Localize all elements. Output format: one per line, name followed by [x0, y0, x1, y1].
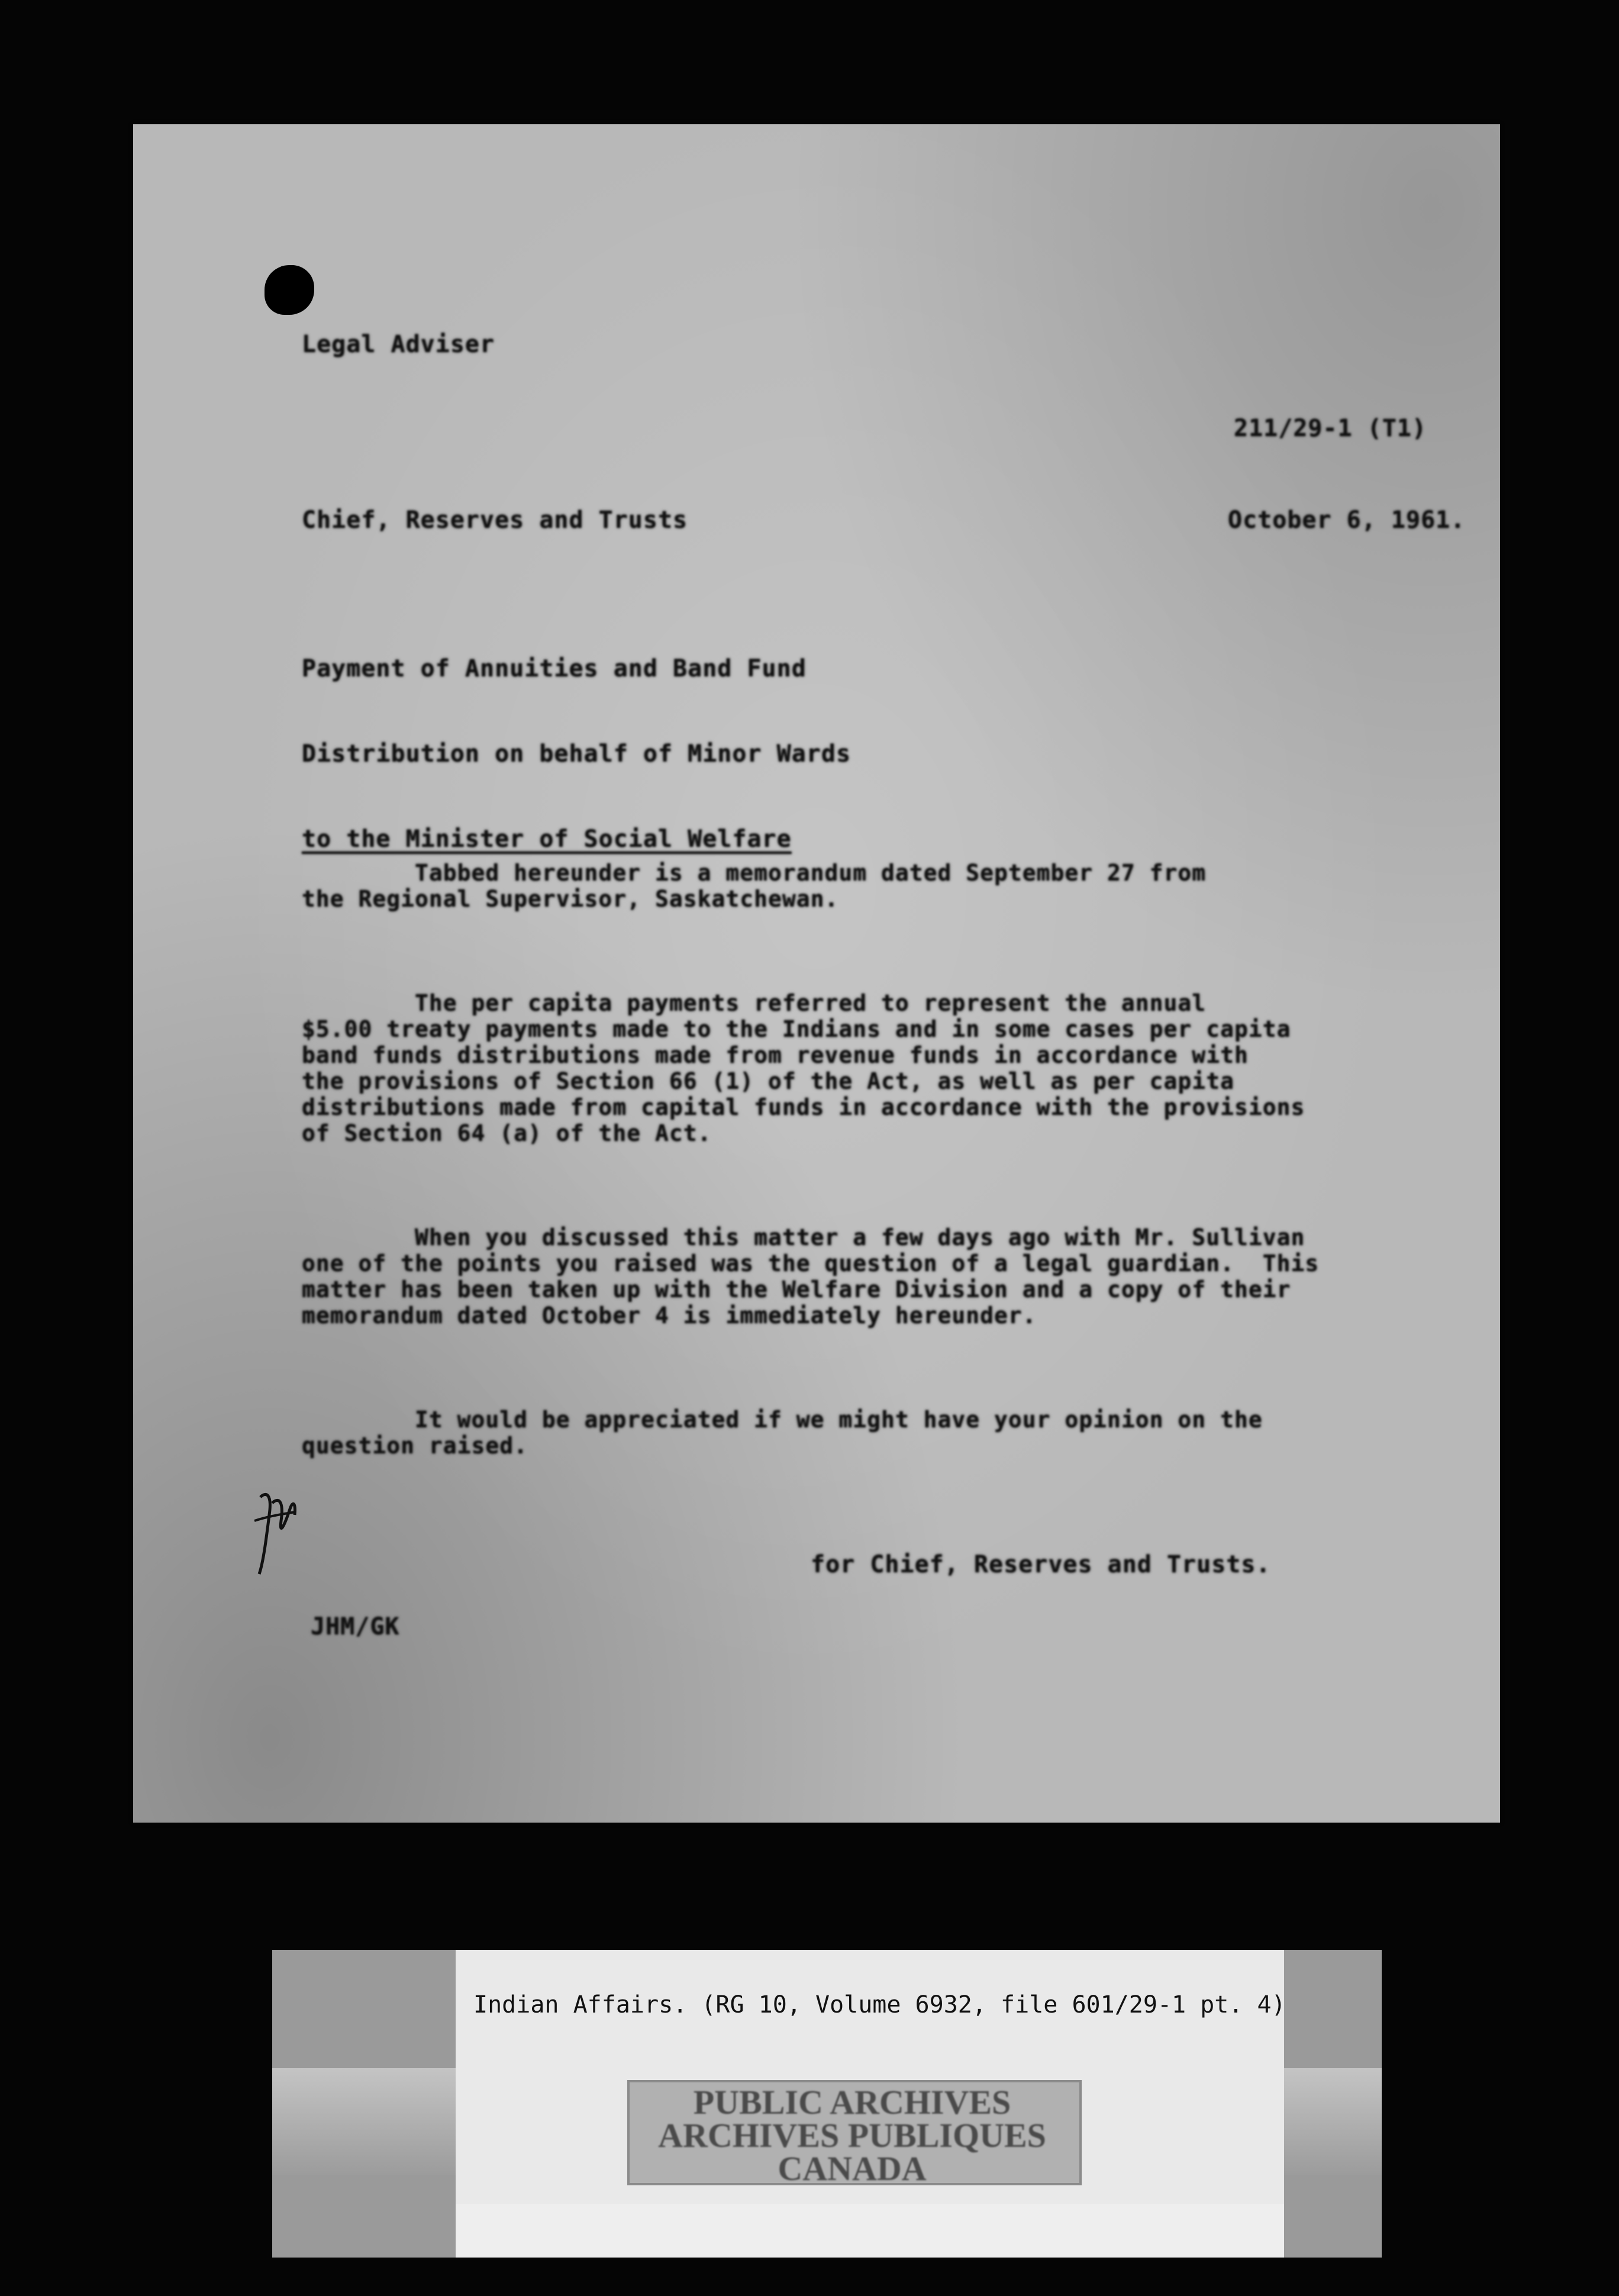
sender: Chief, Reserves and Trusts: [302, 507, 688, 534]
file-reference: 211/29-1 (T1): [1234, 415, 1427, 442]
paragraph: The per capita payments referred to represent the annual $5.00 treaty payments made to the Indians and in some cases per capita band funds distributions made from revenue funds in accordance with the provisions of Section 66 (1) of the Act, as well as per capita distributions made from capital funds in accordance with the provisions of Section 64 (a) of the Act.: [302, 990, 1305, 1146]
letter-sheet: [133, 124, 1500, 1823]
addressee: Legal Adviser: [302, 331, 495, 358]
letter-body: [302, 808, 1319, 1511]
paragraph: It would be appreciated if we might have your opinion on the question raised.: [302, 1407, 1263, 1459]
source-label: Indian Affairs. (RG 10, Volume 6932, file 601/29-1 pt. 4): [473, 1991, 1286, 2018]
handwritten-initials: [249, 1479, 302, 1580]
card-bottom-strip: [456, 2204, 1284, 2258]
archive-reference-card: [272, 1950, 1382, 2258]
paragraph: Tabbed hereunder is a memorandum dated September 27 from the Regional Supervisor, Saskatchewan.: [302, 860, 1207, 912]
subject-line: to the Minister of Social Welfare: [302, 825, 792, 853]
stamp-line: PUBLIC ARCHIVES: [693, 2083, 1011, 2121]
punch-hole: [265, 265, 314, 315]
signature-line: for Chief, Reserves and Trusts.: [811, 1551, 1271, 1578]
subject-line: Payment of Annuities and Band Fund: [302, 655, 807, 682]
stamp-line: CANADA: [778, 2149, 927, 2188]
letter-date: October 6, 1961.: [1228, 507, 1466, 534]
stamp-line: ARCHIVES PUBLIQUES: [658, 2116, 1046, 2155]
subject-line: Distribution on behalf of Minor Wards: [302, 740, 852, 768]
archives-stamp: [633, 2083, 1071, 2188]
paragraph: When you discussed this matter a few days ago with Mr. Sullivan one of the points you raised was the question of a legal guardian. This matter has been taken up with the Welfare Division and a copy of their memorandum dated October 4 is immediately hereunder.: [302, 1224, 1320, 1328]
typist-initials: JHM/GK: [311, 1613, 400, 1640]
